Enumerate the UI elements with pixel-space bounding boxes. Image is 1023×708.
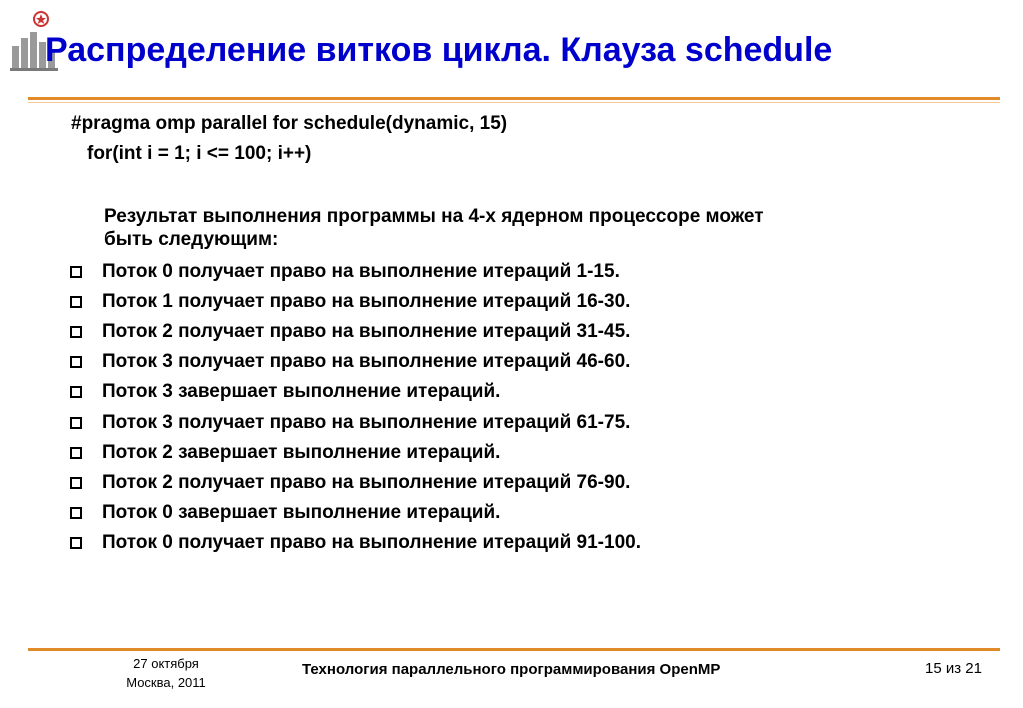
footer-place: Москва, 2011 — [126, 675, 206, 690]
checkbox-bullet-icon — [70, 537, 82, 549]
checkbox-bullet-icon — [70, 447, 82, 459]
list-item-text: Поток 3 получает право на выполнение итераций 46-60. — [102, 351, 631, 373]
slide-title: Распределение витков цикла. Клауза schedule — [45, 31, 833, 69]
footer-course-title: Технология параллельного программирования OpenMP — [302, 661, 721, 678]
list-item — [70, 347, 641, 377]
checkbox-bullet-icon — [70, 326, 82, 338]
title-divider-thin — [28, 102, 1000, 103]
iteration-list — [70, 257, 641, 558]
code-line-for: for(int i = 1; i <= 100; i++) — [87, 143, 312, 164]
list-item — [70, 498, 641, 528]
checkbox-bullet-icon — [70, 507, 82, 519]
list-item — [70, 257, 641, 287]
footer-date: 27 октября — [133, 656, 199, 671]
list-item — [70, 438, 641, 468]
list-item — [70, 407, 641, 437]
list-item-text: Поток 2 получает право на выполнение итераций 31-45. — [102, 321, 631, 343]
list-item — [70, 287, 641, 317]
list-item-text: Поток 3 получает право на выполнение итераций 61-75. — [102, 411, 631, 433]
checkbox-bullet-icon — [70, 477, 82, 489]
checkbox-bullet-icon — [70, 386, 82, 398]
footer-divider — [28, 648, 1000, 651]
checkbox-bullet-icon — [70, 296, 82, 308]
list-item-text: Поток 0 получает право на выполнение итераций 91-100. — [102, 531, 641, 553]
list-item-text: Поток 2 получает право на выполнение итераций 76-90. — [102, 471, 631, 493]
page-number: 15 из 21 — [925, 660, 982, 677]
list-item-text: Поток 2 завершает выполнение итераций. — [102, 441, 501, 463]
result-intro-line: быть следующим: — [104, 229, 279, 250]
checkbox-bullet-icon — [70, 356, 82, 368]
checkbox-bullet-icon — [70, 417, 82, 429]
footer-date-place — [100, 654, 232, 692]
list-item-text: Поток 3 завершает выполнение итераций. — [102, 381, 501, 403]
list-item-text: Поток 0 завершает выполнение итераций. — [102, 501, 501, 523]
result-intro — [104, 205, 964, 251]
list-item-text: Поток 1 получает право на выполнение итераций 16-30. — [102, 291, 631, 313]
list-item — [70, 528, 641, 558]
list-item — [70, 468, 641, 498]
title-divider — [28, 97, 1000, 100]
code-line-pragma: #pragma omp parallel for schedule(dynamic, 15) — [71, 113, 508, 134]
list-item — [70, 317, 641, 347]
result-intro-line: Результат выполнения программы на 4-х ядерном процессоре может — [104, 206, 764, 227]
list-item — [70, 377, 641, 407]
checkbox-bullet-icon — [70, 266, 82, 278]
list-item-text: Поток 0 получает право на выполнение итераций 1-15. — [102, 261, 620, 283]
